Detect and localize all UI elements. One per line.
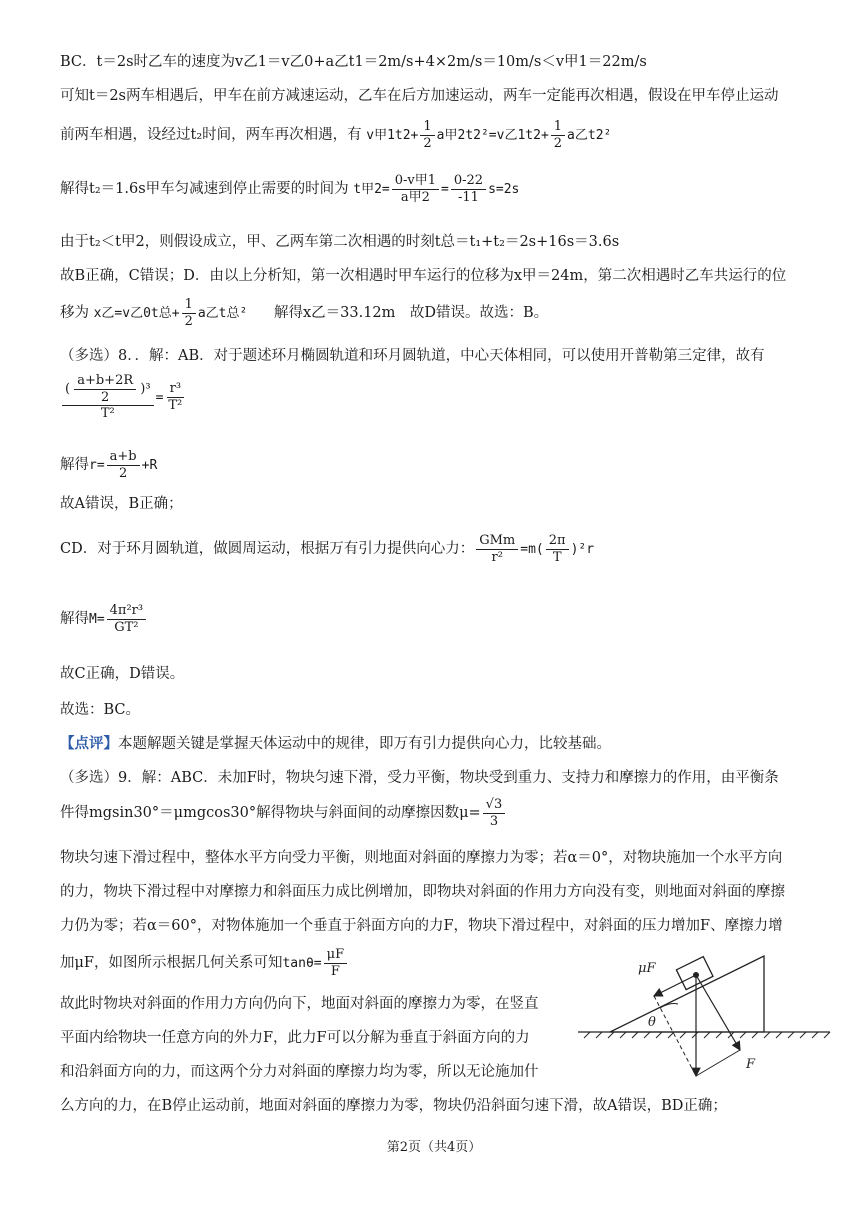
- fraction: $\frac{2\pi}{T}$: [546, 534, 569, 564]
- incline-force-diagram: [574, 950, 834, 1090]
- text-line: 的力，物块下滑过程中对摩擦力和斜面压力成比例增加，即物块对斜面的作用力方向没有变，则地面对斜面的摩擦: [60, 884, 785, 900]
- text: 加μF，如图所示根据几何关系可知: [60, 955, 283, 972]
- formula: s=2s: [488, 182, 520, 198]
- formula-line: [60, 298, 548, 328]
- text: 解得t₂＝1.6s甲车匀减速到停止需要的时间为: [60, 181, 349, 198]
- text: 件得mgsin30°＝μmgcos30°解得物块与斜面间的动摩擦因数μ=: [60, 805, 481, 822]
- fraction: $\frac{0-22}{-11}$: [451, 174, 486, 204]
- text: 前两车相遇，设经过t₂时间，两车再次相遇，有: [60, 127, 362, 144]
- page-footer: 第2页（共4页）: [386, 1140, 482, 1155]
- formula-line: 加μF，如图所示根据几何关系可知tanθ= $\frac{\mu F}{F}$: [60, 948, 349, 978]
- label-F: F: [746, 1057, 756, 1072]
- label-muF: μF: [638, 961, 656, 976]
- fraction: $\frac{\mu F}{F}$: [324, 948, 347, 978]
- fraction: $\frac{\text{0-v甲1}}{\text{a甲2}}$: [392, 174, 439, 204]
- text-line: BC．t＝2s时乙车的速度为v乙1＝v乙0+a乙t1＝2m/s+4×2m/s＝10m/s＜v甲1＝22m/s: [60, 54, 647, 70]
- ground-hatching: [584, 1032, 830, 1038]
- formula-line: 解得M= $\frac{\text{4π²r³}}{\text{GT²}}$: [60, 604, 148, 634]
- text-line: 么方向的力，在B停止运动前，地面对斜面的摩擦力为零，物块仍沿斜面匀速下滑，故A错误，BD正确；: [60, 1098, 727, 1114]
- text-line: 物块匀速下滑过程中，整体水平方向受力平衡，则地面对斜面的摩擦力为零；若α＝0°，对物块施加一个水平方向: [60, 850, 783, 866]
- fraction-half: $\frac{1}{2}$: [182, 298, 196, 328]
- text-line: 故此时物块对斜面的作用力方向仍向下，地面对斜面的摩擦力为零，在竖直: [60, 996, 539, 1012]
- formula: a乙t总²: [197, 306, 248, 322]
- text: 本题解题关键是掌握天体运动中的规律，即万有引力提供向心力，比较基础。: [118, 736, 611, 752]
- text-line: 故B正确，C错误；D．由以上分析知，第一次相遇时甲车运行的位移为x甲＝24m，第二次相遇时乙车共运行的位: [60, 268, 787, 284]
- formula: v甲1t2+: [366, 128, 419, 144]
- fraction: $\frac{a+b}{2}$: [107, 450, 140, 480]
- text-line: 力仍为零；若α＝60°，对物体施加一个垂直于斜面方向的力F，物块下滑过程中，对斜面的压力增加F、摩擦力增: [60, 918, 783, 934]
- text: 移为: [60, 305, 89, 322]
- formula-line: [60, 798, 507, 828]
- fraction: $\frac{\text{4π²r³}}{\text{GT²}}$: [107, 604, 146, 634]
- formula-line: 解得t₂＝1.6s甲车匀减速到停止需要的时间为 t甲2= $\frac{\text{0-v甲1}}{\text{a甲2}}$ = $\frac{0-22}{-11}$ s=2s: [60, 173, 520, 205]
- text-line: 故C正确，D错误。: [60, 666, 185, 682]
- formula-kepler: ( $\frac{a+b+2R}{2}$ )³ T² = $\frac{\text{r³}}{\text{T²}}$: [60, 374, 187, 421]
- fraction: ( $\frac{a+b+2R}{2}$ )³ T²: [62, 374, 154, 421]
- formula: a甲2t2²=v乙1t2+: [436, 128, 549, 144]
- fraction: $\frac{√3}{3}$: [483, 798, 506, 828]
- text-line: （多选）8．．解：AB．对于题述环月椭圆轨道和环月圆轨道，中心天体相同，可以使用开普勒第三定律，故有: [60, 348, 765, 364]
- text-line: 平面内给物块一任意方向的外力F，此力F可以分解为垂直于斜面方向的力: [60, 1030, 530, 1046]
- force-F-arrow: [696, 975, 740, 1050]
- label-theta: θ: [648, 1015, 656, 1030]
- text-line: 故选：BC。: [60, 702, 141, 718]
- formula: t甲2=: [353, 182, 390, 198]
- formula: x乙=v乙0t总+: [93, 306, 180, 322]
- text-line: 由于t₂＜t甲2，则假设成立，甲、乙两车第二次相遇的时刻t总＝t₁+t₂＝2s+16s＝3.6s: [60, 234, 620, 250]
- text-line: 故A错误，B正确；: [60, 496, 183, 512]
- text: 解得: [60, 611, 89, 628]
- text: 解得x乙＝33.12m 故D错误。故选：B。: [273, 305, 549, 322]
- text-line: （多选）9．解：ABC．未加F时，物块匀速下滑，受力平衡，物块受到重力、支持力和摩擦力的作用，由平衡条: [60, 770, 779, 786]
- formula-line: 解得r= $\frac{a+b}{2}$ +R: [60, 449, 158, 481]
- text: 解得: [60, 457, 89, 474]
- fraction-half: $\frac{1}{2}$: [420, 120, 434, 150]
- text-line: 和沿斜面方向的力，而这两个分力对斜面的摩擦力均为零，所以无论施加什: [60, 1064, 539, 1080]
- formula-line: CD．对于环月圆轨道，做圆周运动，根据万有引力提供向心力： $\frac{\text{GMm}}{\text{r²}}$ =m( $\frac{2\pi}{T}$ )²r: [60, 533, 595, 565]
- text: CD．对于环月圆轨道，做圆周运动，根据万有引力提供向心力：: [60, 541, 475, 558]
- fraction: $\frac{\text{r³}}{\text{T²}}$: [168, 381, 183, 413]
- comment-line: [60, 734, 611, 754]
- closing-line: [696, 1050, 740, 1076]
- formula: a乙t2²: [567, 128, 612, 144]
- fraction: $\frac{\text{GMm}}{\text{r²}}$: [476, 534, 518, 564]
- comment-tag: 【点评】: [60, 735, 118, 752]
- text-line: 可知t＝2s两车相遇后，甲车在前方减速运动，乙车在后方加速运动，两车一定能再次相遇，假设在甲车停止运动: [60, 88, 779, 104]
- fraction-half: $\frac{1}{2}$: [551, 120, 565, 150]
- formula-line: [60, 120, 611, 150]
